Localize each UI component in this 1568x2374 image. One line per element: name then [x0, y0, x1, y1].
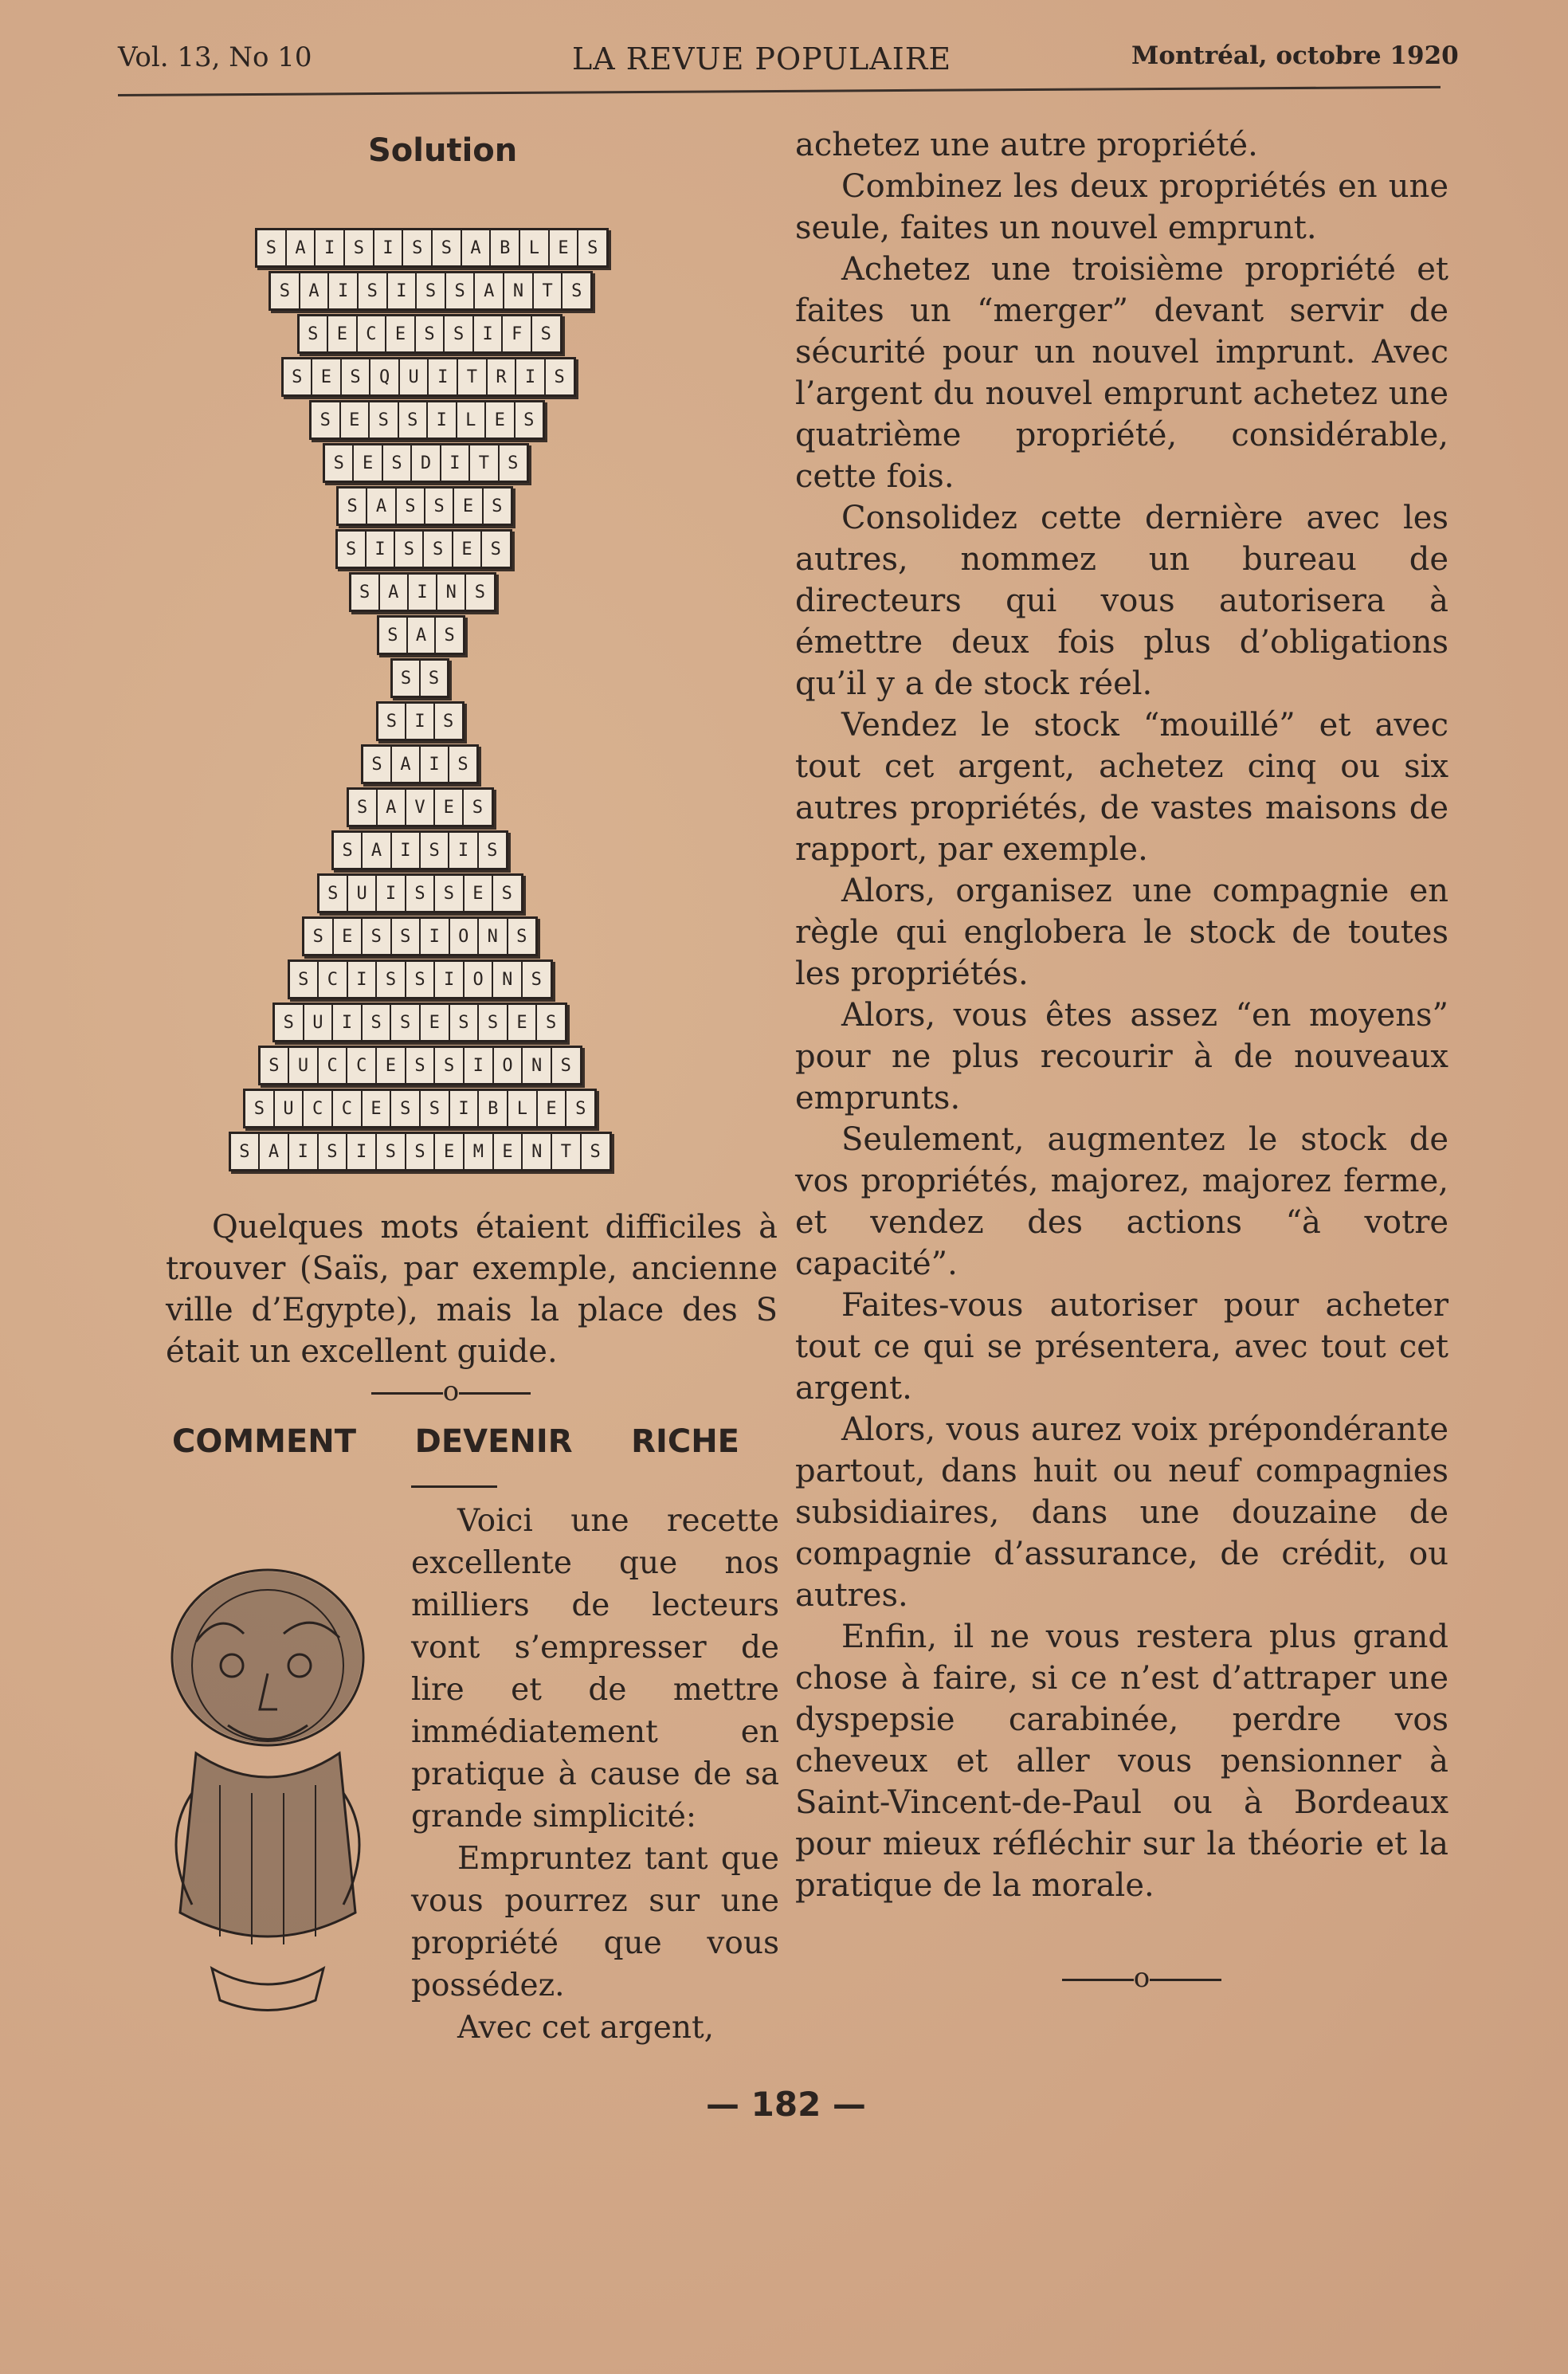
pyramid-letter: C	[319, 962, 348, 997]
pyramid-letter: I	[465, 1048, 494, 1083]
pyramid-letter: I	[516, 359, 546, 394]
article-paragraph: Alors, vous êtes assez “en moyens” pour ne plus recourir à de nouveaux emprunts.	[795, 997, 1448, 1116]
pyramid-letter: S	[424, 532, 453, 567]
pyramid-letter: S	[363, 919, 392, 954]
pyramid-letter: S	[421, 833, 449, 868]
pyramid-letter: S	[290, 962, 319, 997]
header-volume: Vol. 13, No 10	[118, 41, 312, 73]
pyramid-letter: E	[538, 1091, 567, 1126]
pyramid-letter: S	[392, 919, 421, 954]
pyramid-letter: S	[363, 747, 392, 782]
pyramid-row	[377, 615, 465, 655]
pyramid-letter: I	[441, 445, 470, 481]
pyramid-letter: I	[377, 876, 406, 911]
pyramid-letter: V	[406, 790, 435, 825]
pyramid-row	[258, 1046, 582, 1085]
pyramid-letter: O	[465, 962, 494, 997]
pyramid-letter: S	[334, 833, 363, 868]
pyramid-letter: I	[429, 359, 458, 394]
pyramid-letter: R	[488, 359, 517, 394]
pyramid-letter: S	[397, 489, 425, 524]
pyramid-letter: O	[450, 919, 480, 954]
pyramid-letter: E	[354, 445, 382, 481]
pyramid-row	[272, 1003, 567, 1042]
separator-right	[1034, 1962, 1249, 1994]
pyramid-letter: I	[474, 316, 504, 351]
pyramid-letter: C	[333, 1091, 363, 1126]
pyramid-letter: C	[304, 1091, 333, 1126]
pyramid-letter: S	[319, 876, 348, 911]
pyramid-letter: B	[491, 230, 520, 265]
pyramid-letter: S	[339, 489, 367, 524]
pyramid-letter: S	[474, 582, 486, 602]
header-date: Montréal, octobre 1920	[1131, 41, 1459, 70]
pyramid-letter: E	[454, 489, 483, 524]
pyramid-row	[243, 1089, 597, 1128]
pyramid-letter: I	[449, 833, 478, 868]
pyramid-letter: S	[406, 1134, 436, 1169]
article-paragraph: Seulement, augmentez le stock de vos propriétés, majorez, majorez ferme, et vendez des actions “à votre capacité”.	[795, 1121, 1448, 1282]
pyramid-row	[288, 959, 553, 999]
pyramid-row	[335, 529, 512, 569]
pyramid-letter: I	[348, 962, 378, 997]
pyramid-letter: I	[435, 962, 465, 997]
pyramid-letter: S	[370, 402, 399, 438]
pyramid-letter: S	[304, 919, 334, 954]
pyramid-letter: S	[445, 316, 474, 351]
pyramid-letter: S	[560, 1055, 571, 1076]
pyramid-letter: C	[347, 1048, 377, 1083]
pyramid-letter: S	[406, 1048, 436, 1083]
caption-text: Quelques mots étaient difficiles à trouver (Saïs, par exemple, ancienne ville d’Egypte), mais la place des S était un excellent guide.	[166, 1209, 778, 1370]
article-paragraph: Consolidez cette dernière avec les autres, nommez un bureau de directeurs qui vous autorisera à émettre deux fois plus d’obligations qu’il y a de stock réel.	[795, 500, 1448, 702]
pyramid-letter: D	[412, 445, 441, 481]
pyramid-letter: C	[319, 1048, 348, 1083]
pyramid-letter: N	[504, 273, 534, 308]
pyramid-letter: S	[383, 445, 412, 481]
article-paragraph: Enfin, il ne vous restera plus grand chose à faire, si ce n’est d’attraper une dyspepsie carabinée, perdre vos cheveux et aller vous pensionner à Saint-Vincent-de-Paul ou à Bordeaux pour mieux réfléchir sur la théorie et la pratique de la morale.	[795, 1619, 1448, 1904]
article-paragraph: Combinez les deux propriétés en une seule, faites un nouvel emprunt.	[795, 168, 1448, 246]
pyramid-letter: S	[554, 367, 565, 387]
pyramid-row	[302, 916, 538, 956]
portrait-illustration	[148, 1554, 376, 2016]
pyramid-letter: S	[501, 883, 512, 904]
pyramid-letter: E	[508, 1005, 538, 1040]
pyramid-letter: S	[416, 316, 445, 351]
pyramid-row	[317, 873, 523, 913]
pyramid-letter: S	[540, 324, 551, 344]
pyramid-letter: S	[345, 230, 374, 265]
pyramid-row	[269, 271, 593, 311]
pyramid-letter: M	[465, 1134, 494, 1169]
article-paragraph: Empruntez tant que vous pourrez sur une propriété que vous possédez.	[411, 1841, 779, 2003]
pyramid-letter: S	[492, 496, 503, 516]
pyramid-letter: S	[433, 230, 462, 265]
pyramid-letter: E	[453, 532, 482, 567]
pyramid-letter: S	[472, 797, 484, 818]
pyramid-letter: E	[494, 1134, 523, 1169]
pyramid-letter: S	[546, 1012, 557, 1033]
pyramid-letter: E	[377, 1048, 406, 1083]
pyramid-letter: I	[333, 1005, 363, 1040]
pyramid-letter: E	[550, 230, 579, 265]
pyramid-letter: E	[334, 919, 363, 954]
pyramid-row	[323, 443, 529, 483]
article-paragraph: Achetez une troisième propriété et faites un “merger” devant servir de sécurité pour un nouvel imprunt. Avec l’argent du nouvel emprunt achetez une quatrième propriété, considérable, cette fois.	[795, 251, 1448, 495]
separator-mark: o	[442, 1375, 460, 1407]
article-paragraph: Vendez le stock “mouillé” et avec tout cet argent, achetez cinq ou six autres propriétés, de vastes maisons de rapport, par exemple.	[795, 707, 1448, 868]
pyramid-letter: I	[316, 230, 345, 265]
pyramid-letter: A	[380, 575, 409, 610]
article-title-word: COMMENT	[172, 1423, 357, 1460]
pyramid-row	[376, 701, 465, 741]
pyramid-letter: A	[462, 230, 492, 265]
pyramid-letter: A	[378, 790, 406, 825]
pyramid-letter: S	[490, 539, 501, 559]
pyramid-letter: A	[363, 833, 391, 868]
pyramid-row	[255, 228, 609, 268]
pyramid-row	[349, 572, 496, 612]
article-title	[172, 1423, 739, 1460]
pyramid-letter: I	[347, 1134, 377, 1169]
pyramid-letter: T	[458, 359, 488, 394]
pyramid-letter: E	[386, 316, 416, 351]
pyramid-letter: S	[351, 575, 380, 610]
pyramid-letter: E	[341, 402, 370, 438]
pyramid-letter: S	[261, 1048, 290, 1083]
pyramid-letter: S	[531, 969, 542, 990]
pyramid-letter: E	[312, 359, 342, 394]
pyramid-letter: T	[552, 1134, 582, 1169]
pyramid-letter: A	[408, 618, 437, 653]
pyramid-letter: S	[395, 532, 424, 567]
article-paragraph: Faites-vous autoriser pour acheter tout ce qui se présentera, avec tout cet argent.	[795, 1287, 1448, 1407]
pyramid-letter: S	[406, 876, 435, 911]
pyramid-letter: I	[289, 1134, 319, 1169]
pyramid-letter: S	[508, 453, 519, 473]
separator-mark: o	[1133, 1962, 1151, 1994]
pyramid-letter: S	[446, 273, 476, 308]
article-paragraph: Avec cet argent,	[457, 2010, 715, 2046]
article-paragraph: achetez une autre propriété.	[795, 127, 1258, 163]
pyramid-letter: S	[425, 489, 454, 524]
pyramid-letter: E	[421, 1005, 450, 1040]
pyramid-letter: S	[403, 230, 433, 265]
pyramid-letter: U	[400, 359, 429, 394]
pyramid-letter: A	[392, 747, 421, 782]
pyramid-letter: N	[437, 575, 466, 610]
pyramid-letter: S	[271, 273, 300, 308]
pyramid-letter: I	[406, 704, 435, 739]
pyramid-letter: S	[284, 359, 313, 394]
pyramid-letter: S	[399, 402, 429, 438]
pyramid-letter: A	[300, 273, 330, 308]
pyramid-letter: I	[374, 230, 404, 265]
pyramid-letter: U	[348, 876, 377, 911]
pyramid-letter: I	[329, 273, 359, 308]
pyramid-letter: S	[435, 876, 464, 911]
pyramid-row	[361, 744, 479, 784]
article-right-column	[795, 124, 1448, 1906]
pyramid-letter: E	[363, 1091, 392, 1126]
pyramid-letter: L	[508, 1091, 538, 1126]
pyramid-letter: B	[479, 1091, 508, 1126]
article-paragraph: Alors, organisez une compagnie en règle qui englobera le stock de toutes les propriétés.	[795, 873, 1448, 992]
pyramid-letter: S	[378, 704, 407, 739]
pyramid-letter: N	[523, 1134, 552, 1169]
pyramid-letter: U	[289, 1048, 319, 1083]
pyramid-letter: U	[275, 1091, 304, 1126]
pyramid-letter: T	[470, 445, 499, 481]
pyramid-letter: S	[516, 926, 527, 947]
solution-caption	[166, 1207, 778, 1372]
pyramid-letter: L	[457, 402, 487, 438]
pyramid-letter: U	[304, 1005, 334, 1040]
pyramid-letter: S	[231, 1134, 261, 1169]
pyramid-letter: S	[300, 316, 329, 351]
pyramid-letter: S	[338, 532, 367, 567]
pyramid-letter: A	[367, 489, 396, 524]
pyramid-letter: T	[534, 273, 563, 308]
pyramid-letter: S	[377, 962, 406, 997]
pyramid-letter: I	[428, 402, 457, 438]
pyramid-letter: S	[444, 625, 455, 645]
pyramid-row	[229, 1132, 612, 1171]
pyramid-letter: N	[493, 962, 523, 997]
pyramid-letter: S	[406, 962, 436, 997]
pyramid-letter: A	[287, 230, 316, 265]
pyramid-letter: I	[367, 532, 395, 567]
article-title-word: DEVENIR	[414, 1423, 573, 1460]
pyramid-letter: S	[391, 1005, 421, 1040]
pyramid-row	[336, 486, 513, 526]
pyramid-letter: I	[388, 273, 417, 308]
pyramid-letter: S	[428, 668, 440, 689]
pyramid-letter: S	[275, 1005, 304, 1040]
pyramid-letter: S	[325, 445, 354, 481]
pyramid-letter: S	[571, 281, 582, 301]
pyramid-letter: A	[260, 1134, 289, 1169]
pyramid-letter: E	[435, 1134, 465, 1169]
pyramid-letter: S	[417, 273, 446, 308]
pyramid-letter: I	[421, 919, 450, 954]
pyramid-letter: S	[312, 402, 341, 438]
pyramid-letter: S	[450, 1005, 480, 1040]
pyramid-letter: S	[443, 711, 454, 732]
pyramid-letter: S	[349, 790, 378, 825]
pyramid-letter: I	[421, 747, 449, 782]
pyramid-letter: S	[359, 273, 388, 308]
pyramid-letter: S	[342, 359, 371, 394]
pyramid-letter: I	[450, 1091, 480, 1126]
pyramid-letter: S	[457, 754, 468, 775]
pyramid-letter: S	[319, 1134, 348, 1169]
pyramid-row	[390, 658, 449, 698]
pyramid-letter: S	[421, 1091, 450, 1126]
pyramid-letter: Q	[370, 359, 400, 394]
pyramid-letter: N	[479, 919, 508, 954]
pyramid-letter: N	[523, 1048, 552, 1083]
article-title-word: RICHE	[631, 1423, 739, 1460]
pyramid-letter: L	[520, 230, 550, 265]
pyramid-letter: S	[257, 230, 287, 265]
pyramid-letter: O	[494, 1048, 523, 1083]
pyramid-letter: S	[575, 1098, 586, 1119]
header-rule	[118, 86, 1441, 96]
pyramid-letter: S	[393, 661, 421, 696]
pyramid-letter: E	[486, 402, 515, 438]
pyramid-letter: S	[479, 1005, 508, 1040]
pyramid-row	[347, 787, 494, 827]
pyramid-row	[309, 400, 545, 440]
solution-title: Solution	[368, 132, 518, 169]
pyramid-row	[297, 314, 563, 354]
pyramid-letter: I	[409, 575, 437, 610]
article-left-column	[411, 1500, 779, 2049]
pyramid-letter: S	[391, 1091, 421, 1126]
pyramid-row	[281, 357, 576, 397]
header-title: LA REVUE POPULAIRE	[572, 41, 952, 77]
pyramid-letter: S	[377, 1134, 406, 1169]
pyramid-letter: S	[245, 1091, 275, 1126]
pyramid-letter: S	[590, 1141, 601, 1162]
pyramid-letter: C	[358, 316, 387, 351]
pyramid-letter: S	[435, 1048, 465, 1083]
pyramid-letter: E	[435, 790, 464, 825]
pyramid-letter: S	[379, 618, 408, 653]
pyramid-letter: S	[523, 410, 535, 430]
pyramid-letter: E	[328, 316, 358, 351]
pyramid-letter: I	[392, 833, 421, 868]
pyramid-letter: A	[475, 273, 504, 308]
pyramid-letter: E	[465, 876, 493, 911]
pyramid-letter: S	[587, 237, 598, 258]
separator-left	[355, 1375, 547, 1407]
title-underline	[411, 1485, 497, 1488]
page-number: — 182 —	[706, 2085, 866, 2124]
pyramid-letter: S	[487, 840, 498, 861]
article-paragraph: Voici une recette excellente que nos milliers de lecteurs vont s’empresser de lire et de mettre immédiatement en pratique à cause de sa grande simplicité:	[411, 1503, 779, 1834]
pyramid-letter: F	[503, 316, 532, 351]
pyramid-row	[331, 830, 508, 870]
pyramid-letter: S	[363, 1005, 392, 1040]
article-paragraph: Alors, vous aurez voix prépondérante partout, dans huit ou neuf compagnies subsidiaires, dans une douzaine de compagnie d’assurance, de crédit, ou autres.	[795, 1411, 1448, 1614]
